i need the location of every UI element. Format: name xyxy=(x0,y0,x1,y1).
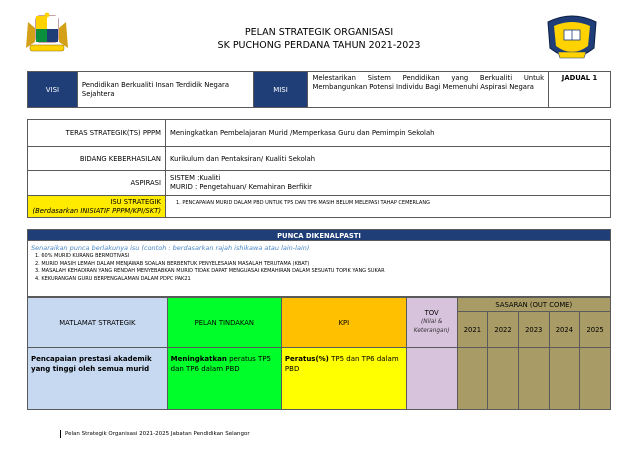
year-cell-2021 xyxy=(457,348,488,410)
punca-heading: PUNCA DIKENALPASTI xyxy=(27,229,611,241)
header-sasaran: SASARAN (OUT COME) xyxy=(457,298,610,312)
list-item: 2. MURID MASIH LEMAH DALAM MENJAWAB SOALAN BERBENTUK PENYELESAIAN MASALAH TERUTAMA (KBAT) xyxy=(35,260,310,267)
isu-strategik-label xyxy=(28,196,166,218)
list-item: 3. MASALAH KEHADIRAN YANG RENDAH MENYEBABKAN MURID TIDAK DAPAT MENGUASAI KEMAHIRAN DALAM SESUATU TOPIK YANG SUKAR xyxy=(35,268,385,274)
teras-table xyxy=(27,119,611,218)
teras-label: TERAS STRATEGIK(TS) PPPM xyxy=(28,120,166,147)
visi-text: Pendidikan Berkualiti Insan Terdidik Negara Sejahtera xyxy=(77,72,253,108)
year-cell-2024 xyxy=(549,348,580,410)
aspirasi-label: ASPIRASI xyxy=(28,171,166,196)
document-title xyxy=(0,26,638,52)
isu-strategik-value: 1. PENCAPAIAN MURID DALAM PBD UNTUK TP5 DAN TP6 MASIH BELUM MELEPASI TAHAP CEMERLANG xyxy=(166,196,611,218)
year-cell-2023 xyxy=(518,348,549,410)
matlamat-cell: Pencapaian prestasi akademik yang tinggi oleh semua murid xyxy=(28,348,168,410)
list-item: 4. KEKURANGAN GURU BERPENGALAMAN DALAM PDPC PAK21 xyxy=(35,275,191,282)
list-item: 1. 60% MURID KURANG BERMOTIVASI xyxy=(35,253,130,259)
year-cell-2022 xyxy=(488,348,519,410)
pelan-cell xyxy=(167,348,281,410)
jadual-label: JADUAL 1 xyxy=(549,72,611,108)
punca-intro: Senaraikan punca berlakunya isu (contoh : berdasarkan rajah ishikawa atau lain-lain) xyxy=(31,244,310,252)
pelan-bold: Meningkatkan xyxy=(170,355,227,363)
tov-label: TOV xyxy=(424,309,439,317)
aspirasi-value xyxy=(166,171,611,196)
isu-sub-label: (Berdasarkan INISIATIF PPPM/KPI/SKT) xyxy=(32,206,161,215)
tov-sub-label: (Nilai & Keterangan) xyxy=(413,319,450,334)
title-line-1: PELAN STRATEGIK ORGANISASI xyxy=(244,27,394,38)
punca-body xyxy=(27,241,611,297)
teras-value: Meningkatkan Pembelajaran Murid /Memperkasa Guru dan Pemimpin Sekolah xyxy=(166,120,611,147)
header-year-2022: 2022 xyxy=(488,312,519,348)
visi-label: VISI xyxy=(28,72,78,108)
header-year-2025: 2025 xyxy=(580,312,611,348)
tov-cell xyxy=(406,348,457,410)
bidang-value: Kurikulum dan Pentaksiran/ Kualiti Sekolah xyxy=(166,147,611,171)
misi-text: Melestarikan Sistem Pendidikan yang Berkualiti Untuk Membangunkan Potensi Individu Bagi Memenuhi Aspirasi Negara xyxy=(308,72,549,108)
visi-misi-table xyxy=(27,71,611,108)
header-tov xyxy=(406,298,457,348)
year-cell-2025 xyxy=(580,348,611,410)
misi-label: MISI xyxy=(253,72,308,108)
strategy-grid xyxy=(27,297,611,410)
bidang-label: BIDANG KEBERHASILAN xyxy=(28,147,166,171)
header-year-2023: 2023 xyxy=(518,312,549,348)
header-matlamat: MATLAMAT STRATEGIK xyxy=(28,298,168,348)
header-year-2024: 2024 xyxy=(549,312,580,348)
kpi-rest: TP5 dan TP6 dalam PBD xyxy=(284,355,399,373)
isu-label: ISU STRATEGIK xyxy=(110,197,161,206)
header-kpi: KPI xyxy=(281,298,406,348)
header-pelan-tindakan: PELAN TINDAKAN xyxy=(167,298,281,348)
aspirasi-line-1: SISTEM :Kualiti xyxy=(170,174,221,182)
header-year-2021: 2021 xyxy=(457,312,488,348)
kpi-cell xyxy=(281,348,406,410)
page-footer: Pelan Strategik Organisasi 2021-2025 Jabatan Pendidikan Selangor xyxy=(60,430,250,438)
kpi-bold: Peratus(%) xyxy=(284,355,329,363)
punca-list xyxy=(31,253,607,283)
aspirasi-line-2: MURID : Pengetahuan/ Kemahiran Berfikir xyxy=(170,183,312,191)
title-line-2: SK PUCHONG PERDANA TAHUN 2021-2023 xyxy=(217,40,421,51)
pelan-rest: peratus TP5 dan TP6 dalam PBD xyxy=(170,355,271,373)
